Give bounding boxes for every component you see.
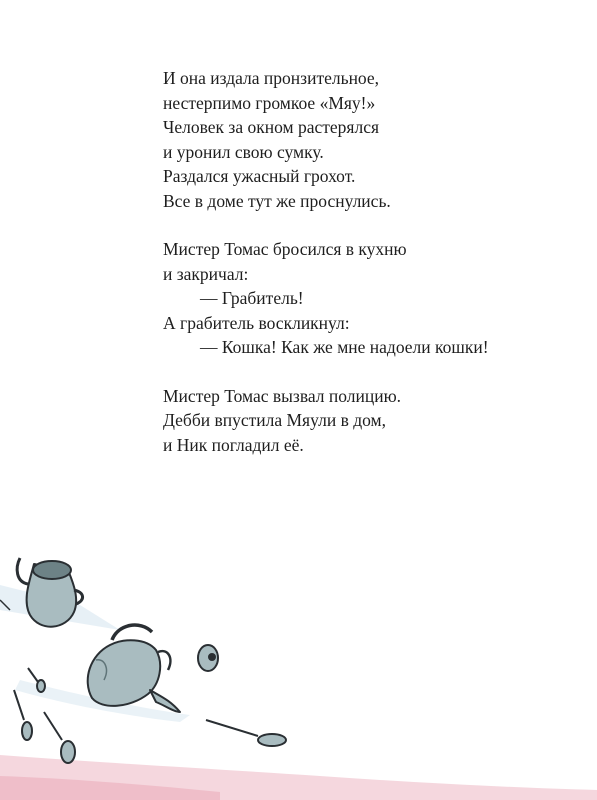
text-line: и уронил свою сумку.: [163, 141, 324, 162]
text-line: Дебби впустила Мяули в дом,: [163, 410, 386, 430]
text-line: Человек за окном растерялся: [163, 117, 380, 137]
text-line: и закричал:: [163, 263, 249, 284]
text-line: Мистер Томас бросился в кухню: [163, 239, 407, 259]
spoon-icon: [14, 690, 32, 740]
text-line: Все в доме тут же проснулись.: [163, 190, 391, 211]
teapot-lid-icon: [198, 645, 218, 671]
text-line: Раздался ужасный грохот.: [163, 166, 356, 186]
text-line: нестерпимо громкое «Мяу!»: [163, 92, 376, 113]
text-line: И она издала пронзительное,: [163, 68, 380, 88]
text-line: и Ник погладил её.: [163, 434, 304, 455]
spoon-icon: [44, 712, 75, 763]
paragraph-3: [163, 384, 563, 458]
spoon-icon: [206, 720, 286, 746]
text-line: А грабитель воскликнул:: [163, 312, 350, 333]
falling-tableware-illustration: [0, 540, 597, 800]
story-text: [163, 66, 563, 481]
dialogue-line: — Грабитель!: [200, 288, 304, 308]
teapot-icon: [88, 625, 180, 712]
paragraph-1: [163, 66, 563, 213]
paragraph-2: [163, 237, 563, 360]
dialogue-line: — Кошка! Как же мне надоели кошки!: [200, 337, 489, 357]
text-line: Мистер Томас вызвал полицию.: [163, 385, 402, 406]
